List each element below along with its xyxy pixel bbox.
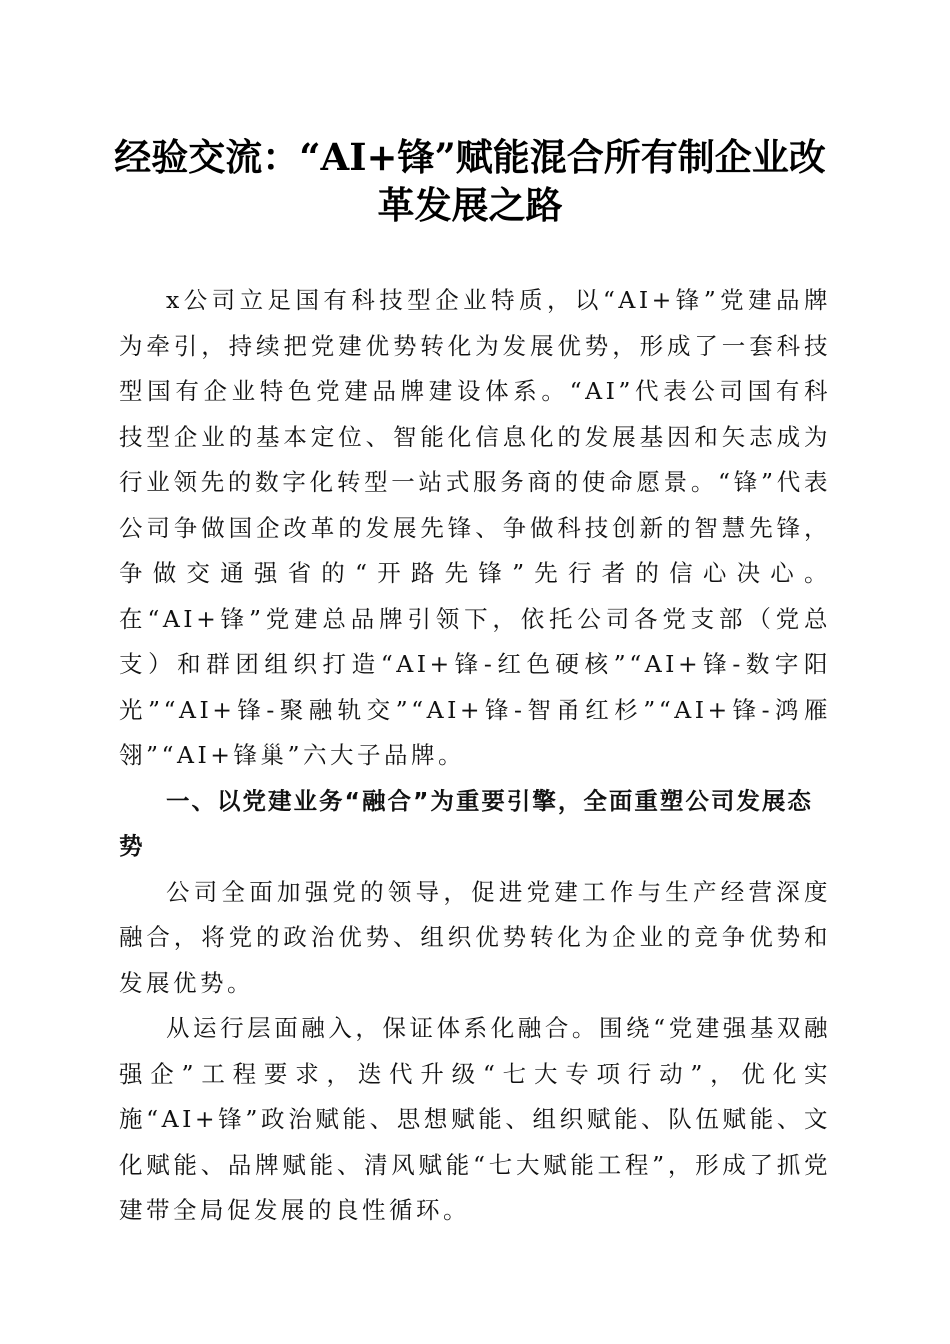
document-body xyxy=(119,278,831,1234)
section-1-paragraph-1: 公司全面加强党的领导，促进党建工作与生产经营深度融合，将党的政治优势、组织优势转化为企业的竞争优势和发展优势。 xyxy=(119,877,831,997)
document-title: 经验交流：“AI+锋”赋能混合所有制企业改革发展之路 xyxy=(114,135,826,227)
section-1-paragraph-2: 从运行层面融入，保证体系化融合。围绕“党建强基双融强企”工程要求，迭代升级“七大专项行动”，优化实施“AI+锋”政治赋能、思想赋能、组织赋能、队伍赋能、文化赋能、品牌赋能、清风赋能“七大赋能工程”，形成了抓党建带全局促发展的良性循环。 xyxy=(119,1014,831,1224)
section-heading-1: 一、以党建业务“融合”为重要引擎，全面重塑公司发展态势 xyxy=(119,786,813,860)
intro-paragraph: x公司立足国有科技型企业特质，以“AI+锋”党建品牌为牵引，持续把党建优势转化为发展优势，形成了一套科技型国有企业特色党建品牌建设体系。“AI”代表公司国有科技型企业的基本定位、智能化信息化的发展基因和矢志成为行业领先的数字化转型一站式服务商的使命愿景。“锋”代表公司争做国企改革的发展先锋、争做科技创新的智慧先锋，争做交通强省的“开路先锋”先行者的信心决心。在“AI+锋”党建总品牌引领下，依托公司各党支部（党总支）和群团组织打造“AI+锋-红色硬核”“AI+锋-数字阳光”“AI+锋-聚融轨交”“AI+锋-智甬红杉”“AI+锋-鸿雁翎”“AI+锋巢”六大子品牌。 xyxy=(119,286,831,769)
